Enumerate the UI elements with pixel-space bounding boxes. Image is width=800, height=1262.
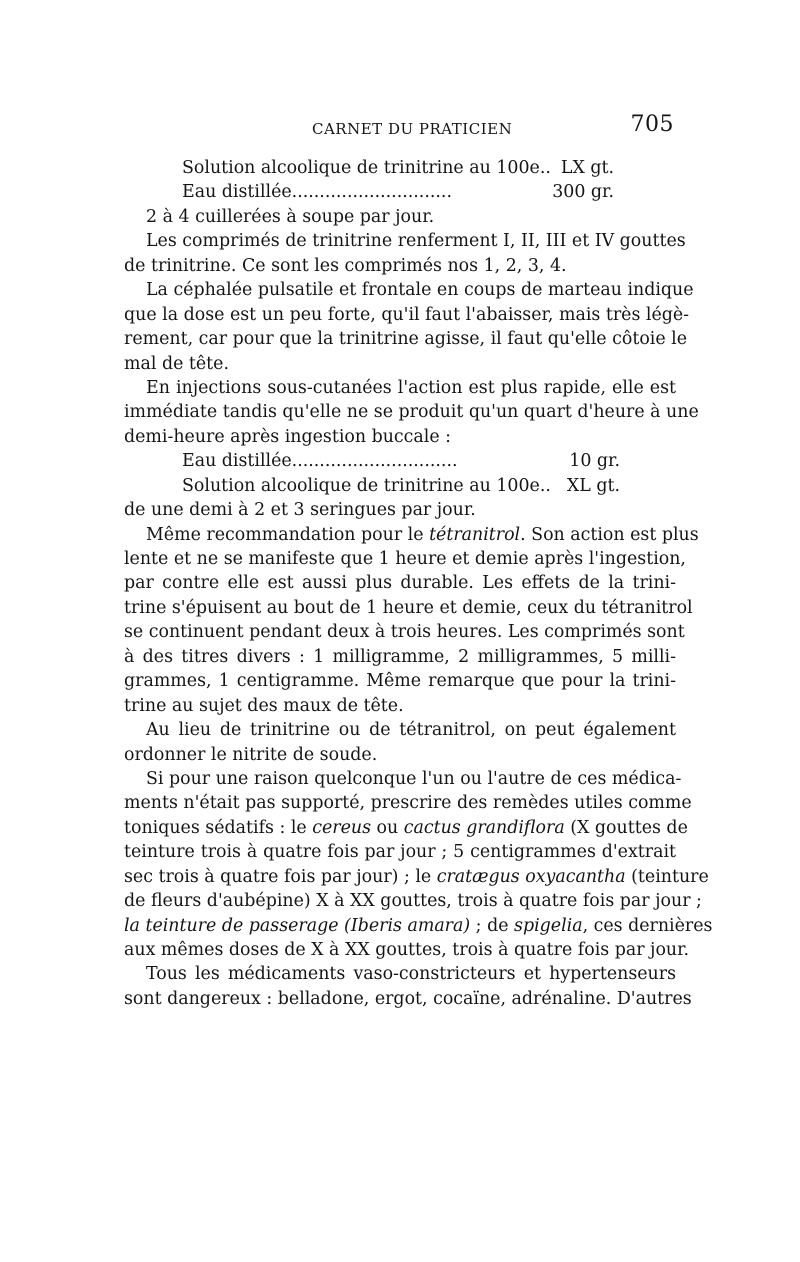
prescription-line bbox=[124, 474, 676, 498]
text-line: ordonner le nitrite de soude. bbox=[124, 744, 378, 765]
text-line: En injections sous-cutanées l'action est plus rapide, elle est bbox=[146, 377, 676, 398]
text-line: lente et ne se manifeste que 1 heure et demie après l'ingestion, bbox=[124, 549, 686, 569]
text-line: immédiate tandis qu'elle ne se produit qu'un quart d'heure à une bbox=[124, 402, 699, 423]
text-line: que la dose est un peu forte, qu'il faut l'abaisser, mais très légè- bbox=[124, 304, 690, 325]
text-line: de fleurs d'aubépine) X à XX gouttes, trois à quatre fois par jour ; bbox=[124, 891, 702, 912]
drug-name: la teinture de passerage (Iberis amara) bbox=[124, 915, 471, 936]
page-number: 705 bbox=[630, 112, 674, 137]
text-run: ou bbox=[371, 817, 404, 838]
ingredient: Solution alcoolique de trinitrine au 100e.. bbox=[182, 158, 551, 178]
paragraph bbox=[124, 962, 692, 1011]
text-line: trine s'épuisent au bout de 1 heure et demie, ceux du tétranitrol bbox=[124, 597, 693, 618]
text-run: ; de bbox=[470, 915, 515, 936]
drug-name: spigelia bbox=[514, 915, 583, 936]
prescription-line bbox=[124, 449, 676, 473]
page-header bbox=[124, 108, 674, 138]
paragraph bbox=[124, 767, 713, 963]
paragraph bbox=[124, 718, 676, 767]
quantity: 300 gr. bbox=[552, 182, 614, 203]
text-run: . Son action est plus bbox=[520, 524, 699, 545]
text-line: trine au sujet des maux de tête. bbox=[124, 695, 404, 716]
text-line: demi-heure après ingestion buccale : bbox=[124, 426, 452, 447]
body-text bbox=[124, 156, 713, 1011]
text-line: de trinitrine. Ce sont les comprimés nos 1, 2, 3, 4. bbox=[124, 255, 567, 276]
text-line: se continuent pendant deux à trois heures. Les comprimés sont bbox=[124, 622, 685, 643]
drug-name: cactus grandiflora bbox=[403, 817, 565, 838]
text-run: Même recommandation pour le bbox=[146, 524, 430, 545]
prescription-line bbox=[124, 180, 676, 204]
text-run: , ces dernières bbox=[582, 915, 713, 936]
quantity: XL gt. bbox=[566, 475, 620, 496]
ingredient: Eau distillée.............................. bbox=[182, 451, 458, 472]
text-line: teinture trois à quatre fois par jour ; 5 centigrammes d'extrait bbox=[124, 842, 676, 863]
text-line bbox=[124, 865, 709, 889]
ingredient: Solution alcoolique de trinitrine au 100e.. bbox=[182, 475, 551, 496]
text-line: rement, car pour que la trinitrine agisse, il faut qu'elle côtoie le bbox=[124, 329, 688, 350]
text-line: ments n'était pas supporté, prescrire des remèdes utiles comme bbox=[124, 793, 692, 814]
quantity: 10 gr. bbox=[569, 451, 620, 472]
text-run: sec trois à quatre fois par jour) ; le bbox=[124, 866, 437, 887]
text-line bbox=[124, 523, 699, 547]
paragraph bbox=[124, 523, 699, 719]
text-line: Au lieu de trinitrine ou de tétranitrol, on peut également bbox=[146, 720, 676, 741]
text-line: La céphalée pulsatile et frontale en coups de marteau indique bbox=[146, 280, 694, 301]
paragraph bbox=[124, 376, 699, 449]
paragraph bbox=[124, 278, 694, 376]
text-line: Tous les médicaments vaso-constricteurs et hypertenseurs bbox=[146, 964, 676, 985]
text-run: toniques sédatifs : le bbox=[124, 817, 313, 838]
text-line: par contre elle est aussi plus durable. Les effets de la trini- bbox=[124, 573, 676, 594]
drug-name: tétranitrol bbox=[429, 524, 521, 545]
dosage-line: 2 à 4 cuillerées à soupe par jour. bbox=[146, 206, 435, 227]
text-line: mal de tête. bbox=[124, 353, 229, 374]
text-line: aux mêmes doses de X à XX gouttes, trois à quatre fois par jour. bbox=[124, 940, 690, 960]
drug-name: cereus bbox=[312, 817, 371, 838]
running-head: CARNET DU PRATICIEN bbox=[312, 120, 513, 138]
text-line: grammes, 1 centigramme. Même remarque que pour la trini- bbox=[124, 671, 676, 692]
ingredient: Eau distillée............................. bbox=[182, 182, 452, 203]
text-line: à des titres divers : 1 milligramme, 2 milligrammes, 5 milli- bbox=[124, 646, 676, 667]
text-line: Si pour une raison quelconque l'un ou l'autre de ces médica- bbox=[146, 768, 682, 789]
text-run: (X gouttes de bbox=[564, 817, 688, 838]
quantity: LX gt. bbox=[560, 158, 614, 178]
text-run: (teinture bbox=[625, 866, 709, 887]
text-line: sont dangereux : belladone, ergot, cocaïne, adrénaline. D'autres bbox=[124, 988, 692, 1009]
text-line: Les comprimés de trinitrine renferment I, II, III et IV gouttes bbox=[146, 231, 686, 252]
dosage-line: de une demi à 2 et 3 seringues par jour. bbox=[124, 500, 476, 521]
text-line bbox=[124, 816, 688, 840]
text-line bbox=[124, 914, 713, 938]
drug-name: cratægus oxyacantha bbox=[436, 866, 626, 887]
paragraph bbox=[124, 229, 686, 278]
prescription-line bbox=[124, 156, 676, 180]
